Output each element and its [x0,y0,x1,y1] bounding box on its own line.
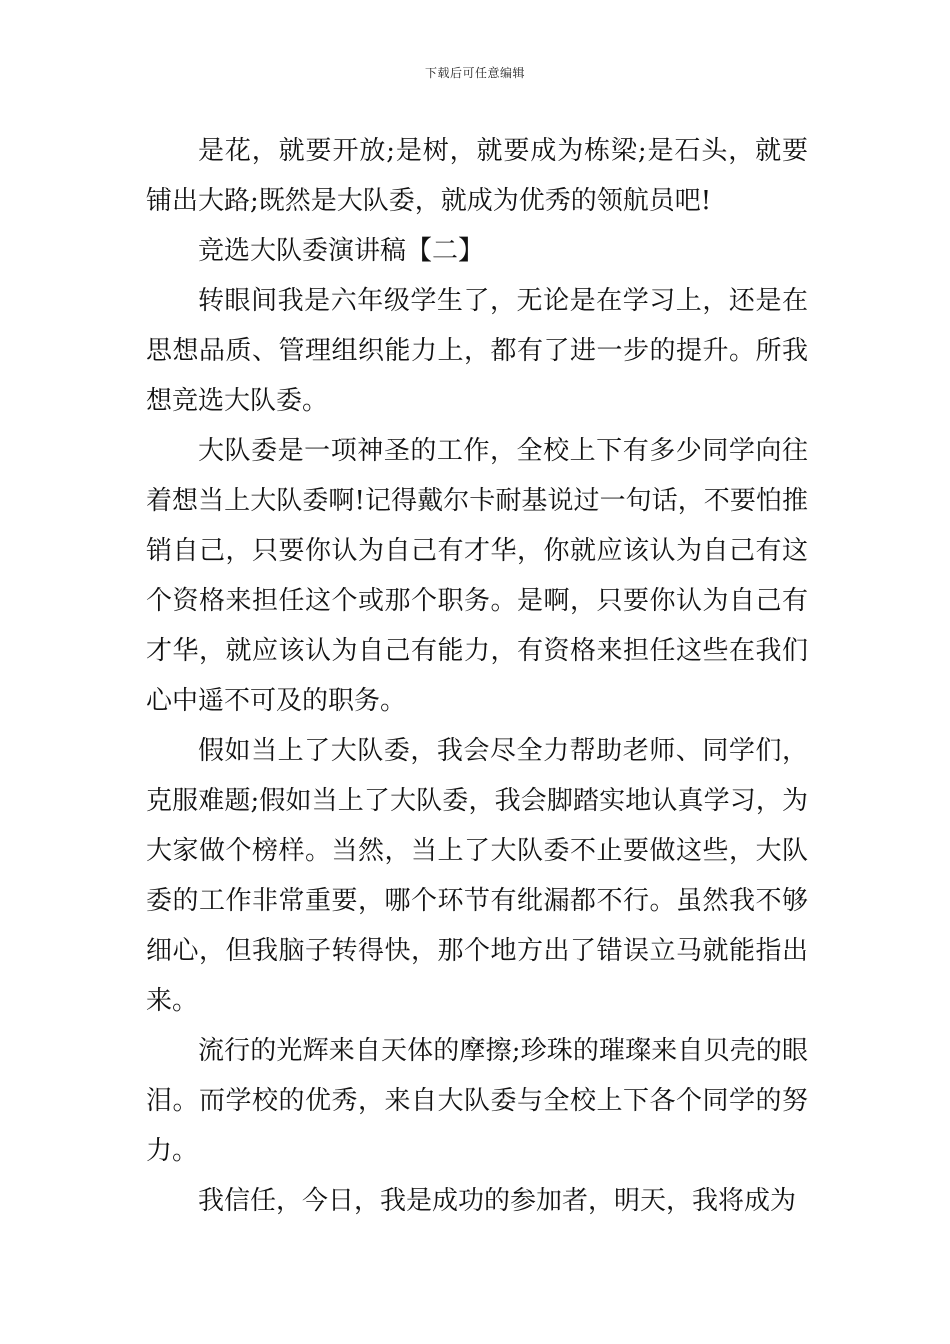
paragraph-duty: 大队委是一项神圣的工作，全校上下有多少同学向往着想当上大队委啊!记得戴尔卡耐基说过一句话，不要怕推销自己，只要你认为自己有才华，你就应该认为自己有这个资格来担任这个或那个职务。是啊，只要你认为自己有才华，就应该认为自己有能力，有资格来担任这些在我们心中遥不可及的职务。 [146,436,808,716]
section-heading: 竞选大队委演讲稿【二】 [198,236,485,266]
paragraph-metaphor: 流行的光辉来自天体的摩擦;珍珠的璀璨来自贝壳的眼泪。而学校的优秀，来自大队委与全校上下各个同学的努力。 [146,1036,808,1166]
paragraph-closing-metaphor: 是花，就要开放;是树，就要成为栋梁;是石头，就要铺出大路;既然是大队委，就成为优秀的领航员吧! [146,136,808,216]
paragraph-plans: 假如当上了大队委，我会尽全力帮助老师、同学们，克服难题;假如当上了大队委，我会脚踏实地认真学习，为大家做个榜样。当然，当上了大队委不止要做这些，大队委的工作非常重要，哪个环节有纰漏都不行。虽然我不够细心，但我脑子转得快，那个地方出了错误立马就能指出来。 [146,736,808,1016]
paragraph-conclusion: 我信任，今日，我是成功的参加者，明天，我将成为 [198,1186,797,1216]
document-body [146,126,808,1226]
paragraph-intro: 转眼间我是六年级学生了，无论是在学习上，还是在思想品质、管理组织能力上，都有了进一步的提升。所我想竞选大队委。 [146,286,808,416]
page-header: 下载后可任意编辑 [424,66,525,80]
